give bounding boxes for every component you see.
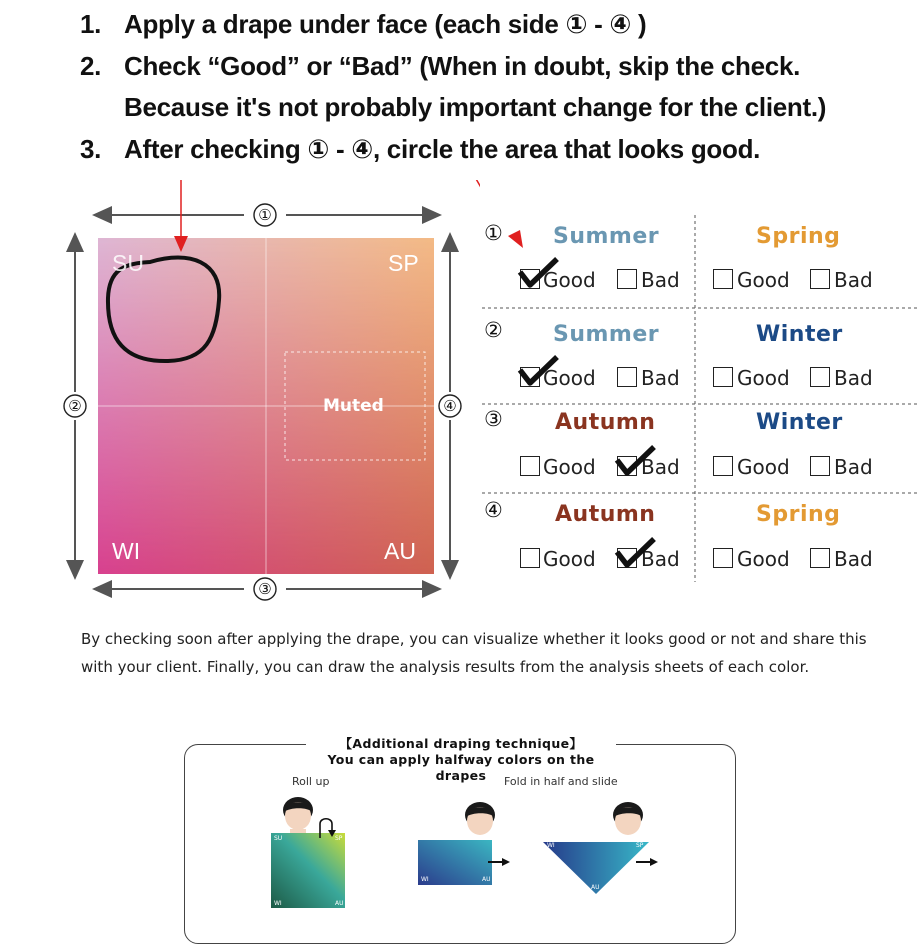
step-text: Apply a drape under face (each side ① - ④ ) <box>124 9 647 39</box>
side-number-top: ① <box>258 206 272 224</box>
bad-checkbox[interactable] <box>617 269 637 289</box>
mini-label-sp: SP <box>335 835 343 842</box>
drape-swatch <box>271 833 345 908</box>
arrow-left-icon <box>92 580 112 598</box>
mini-label-sp: SP <box>636 842 644 849</box>
side-number-bottom: ③ <box>258 580 272 598</box>
roll-up-label: Roll up <box>292 775 330 788</box>
bad-label: Bad <box>834 366 873 390</box>
season-label: Autumn <box>555 410 656 435</box>
bad-label: Bad <box>834 268 873 292</box>
bad-label: Bad <box>641 268 680 292</box>
checkmark-icon <box>614 444 658 480</box>
step-2-continued: Because it's not probably important change for the client.) <box>124 92 827 122</box>
checkmark-icon <box>614 536 658 572</box>
mini-label-wi: WI <box>421 876 429 883</box>
good-label: Good <box>543 455 596 479</box>
step-2 <box>80 51 800 82</box>
corner-label-su: SU <box>112 250 144 276</box>
row-number: ④ <box>484 498 503 522</box>
corner-label-au: AU <box>384 538 416 564</box>
checkmark-icon <box>517 354 561 390</box>
row-number: ① <box>484 221 503 245</box>
bad-label: Bad <box>641 366 680 390</box>
person-figure <box>613 802 643 835</box>
arrow-right-icon <box>422 580 442 598</box>
season-label: Spring <box>756 502 841 527</box>
drape-swatch <box>418 840 492 885</box>
bad-checkbox[interactable] <box>810 367 830 387</box>
step-number: 2. <box>80 51 102 81</box>
fold-label: Fold in half and slide <box>504 775 618 788</box>
arrow-down-icon <box>441 560 459 580</box>
arrow-up-icon <box>66 232 84 252</box>
season-label: Winter <box>756 410 843 435</box>
season-label: Spring <box>756 224 841 249</box>
season-label: Autumn <box>555 502 656 527</box>
good-label: Good <box>737 366 790 390</box>
arrow-right-icon <box>650 858 658 866</box>
additional-title: 【Additional draping technique】 <box>339 736 583 751</box>
good-checkbox[interactable] <box>713 269 733 289</box>
season-label: Summer <box>553 322 660 347</box>
mini-label-su: SU <box>274 835 283 842</box>
person-figure <box>465 802 495 835</box>
season-label: Summer <box>553 224 660 249</box>
good-label: Good <box>737 455 790 479</box>
arrow-left-icon <box>92 206 112 224</box>
side-number-left: ② <box>68 397 82 415</box>
corner-label-wi: WI <box>112 538 141 564</box>
bad-checkbox[interactable] <box>617 367 637 387</box>
corner-label-sp: SP <box>388 250 419 276</box>
good-label: Good <box>543 268 596 292</box>
mini-label-wi: WI <box>547 842 555 849</box>
arrow-right-icon <box>502 858 510 866</box>
step-text: After checking ① - ④, circle the area that looks good. <box>124 134 761 164</box>
good-label: Good <box>737 268 790 292</box>
step-1 <box>80 9 646 40</box>
drape-illustrations <box>260 790 680 920</box>
red-arrow-icon <box>508 230 523 248</box>
good-label: Good <box>543 366 596 390</box>
good-checkbox[interactable] <box>520 548 540 568</box>
mini-label-au: AU <box>335 900 344 907</box>
bad-checkbox[interactable] <box>810 548 830 568</box>
mini-label-wi: WI <box>274 900 282 907</box>
good-checkbox[interactable] <box>520 456 540 476</box>
good-checkbox[interactable] <box>713 548 733 568</box>
good-label: Good <box>737 547 790 571</box>
side-number-right: ④ <box>443 397 457 415</box>
season-label: Winter <box>756 322 843 347</box>
checkmark-icon <box>517 256 561 292</box>
bad-label: Bad <box>834 547 873 571</box>
mini-label-au: AU <box>591 884 600 891</box>
bad-checkbox[interactable] <box>810 269 830 289</box>
explanation-line-2: with your client. Finally, you can draw the analysis results from the analysis sheets of each color. <box>81 658 810 676</box>
bad-label: Bad <box>834 455 873 479</box>
bad-label: Bad <box>641 547 680 571</box>
arrow-down-icon <box>66 560 84 580</box>
good-checkbox[interactable] <box>713 456 733 476</box>
arrow-up-icon <box>441 232 459 252</box>
good-label: Good <box>543 547 596 571</box>
good-checkbox[interactable] <box>713 367 733 387</box>
step-3 <box>80 134 760 165</box>
additional-subtitle: You can apply halfway colors on the drapes <box>327 752 595 783</box>
mini-label-au: AU <box>482 876 491 883</box>
step-number: 1. <box>80 9 102 39</box>
arrow-right-icon <box>422 206 442 224</box>
step-text: Check “Good” or “Bad” (When in doubt, skip the check. <box>124 51 801 81</box>
bad-checkbox[interactable] <box>810 456 830 476</box>
explanation-line-1: By checking soon after applying the drape, you can visualize whether it looks good or not and share this <box>81 630 867 648</box>
muted-label: Muted <box>323 396 384 416</box>
person-figure <box>283 797 313 837</box>
bad-label: Bad <box>641 455 680 479</box>
row-number: ③ <box>484 407 503 431</box>
row-number: ② <box>484 318 503 342</box>
step-number: 3. <box>80 134 102 164</box>
